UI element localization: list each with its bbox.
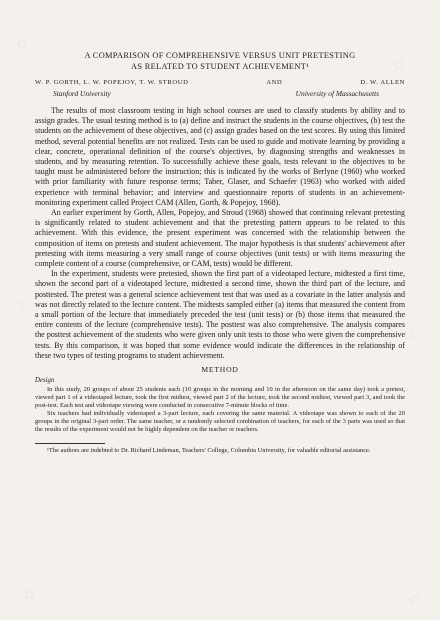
method-text	[35, 386, 405, 435]
authors	[35, 78, 405, 87]
title-line-2: AS RELATED TO STUDENT ACHIEVEMENT¹	[131, 62, 309, 71]
body-paragraph: An earlier experiment by Gorth, Allen, Popejoy, and Stroud (1968) showed that continuing relevant pretesting is significantly related to student achievement and that the pretesting pattern appears to be related to this achievement. With this evidence, the present experiment was concerned with the relationship between the composition of items on pretests and student achievement. The major hypothesis is that students' achievement after pretesting with items measuring a very small range of course objectives (unit tests) or with items measuring the complete content of a course (comprehensive, or CAM, tests) would be different.	[35, 208, 405, 269]
method-paragraph: In this study, 20 groups of about 25 students each (10 groups in the morning and 10 in the afternoon on the same day) took a pretest, viewed part 1 of a videotaped lecture, took the first midtest, viewed part 2 of the lecture, took the second midtest, viewed part 3, and took the post-test. Each test and videotape viewing were conducted in consecutive 7-minute blocks of time.	[35, 385, 405, 409]
paper-title	[35, 50, 405, 72]
authors-right: D. W. ALLEN	[360, 79, 405, 86]
affiliation-right: University of Massachusetts	[295, 89, 379, 98]
subheading-design: Design	[35, 377, 55, 385]
method-paragraph: Six teachers had individually videotaped a 3-part lecture, each covering the same material. A videotape was shown to each of the 20 groups in the original 3-part order. The same teacher, or a randomly selected combination of teachers, for each of the 3 parts was used so that the results of the experiment would not be highly dependent on the teacher or teachers.	[35, 409, 405, 434]
watermark-mark: ▢	[16, 38, 28, 52]
watermark-mark: ▢	[403, 328, 415, 342]
section-heading-method: METHOD	[201, 365, 239, 375]
watermark-mark: ▢	[408, 593, 420, 607]
footnote: ¹The authors are indebted to Dr. Richard Lindeman, Teachers' College, Columbia University, for valuable editorial assistance.	[47, 447, 371, 455]
authors-and: AND	[266, 79, 283, 86]
affiliation-left: Stanford University	[53, 89, 111, 98]
authors-left: W. P. GORTH, L. W. POPEJOY, T. W. STROUD	[35, 79, 189, 86]
watermark-mark: ▢	[18, 298, 30, 312]
affiliations	[35, 89, 405, 99]
watermark-mark: ▢	[393, 58, 405, 72]
footnote-divider	[35, 443, 105, 444]
body-paragraph: In the experiment, students were pretested, shown the first part of a videotaped lecture, midtested a first time, shown the second part of a videotaped lecture, midtested a second time, shown the third part of the lecture, and posttested. The pretest was a general science achievement test that was used as a covariate in the latter analysis and was not directly related to the lecture content. The midtests sampled either (a) items that measured the content from a small portion of the lecture that immediately preceded the test (unit tests) or (b) those items that measured the entire contents of the lecture (comprehensive tests). The posttest was also comprehensive. The analysis compares the posttest achievement of the students who were given only unit tests to those who were given the comprehensive tests. By this comparison, it was hoped that some evidence would indicate the differences in the relationship of these two types of testing programs to student achievement.	[35, 269, 405, 360]
body-paragraph: The results of most classroom testing in high school courses are used to classify students by ability and to assign grades. The usual testing method is to (a) define and instruct the students in the course objectives, (b) test the students on the achievement of these objectives, and (c) assign grades based on the test scores. By using this limited method, several potential benefits are not realized. Tests can be used to guide and motivate learning by providing a clear, concrete, operational definition of the course's objectives, by diagnosing strengths and weaknesses in students, and by measuring retention. To successfully achieve these goals, tests relevant to the objectives to be taught must be administered before the instruction; this is indicated by the works of Berlyne (1960) who worked with prior familiarity with future response terms; Taber, Glaser, and Schaefer (1963) who worked with aided experience with terminal behavior; and interview and questionnaire reports of students in an achievement-monitoring experiment called Project CAM (Allen, Gorth, & Popejoy, 1968).	[35, 106, 405, 207]
title-line-1: A COMPARISON OF COMPREHENSIVE VERSUS UNIT PRETESTING	[84, 51, 356, 60]
watermark-mark: ▢	[23, 588, 35, 602]
body-text	[35, 106, 405, 361]
